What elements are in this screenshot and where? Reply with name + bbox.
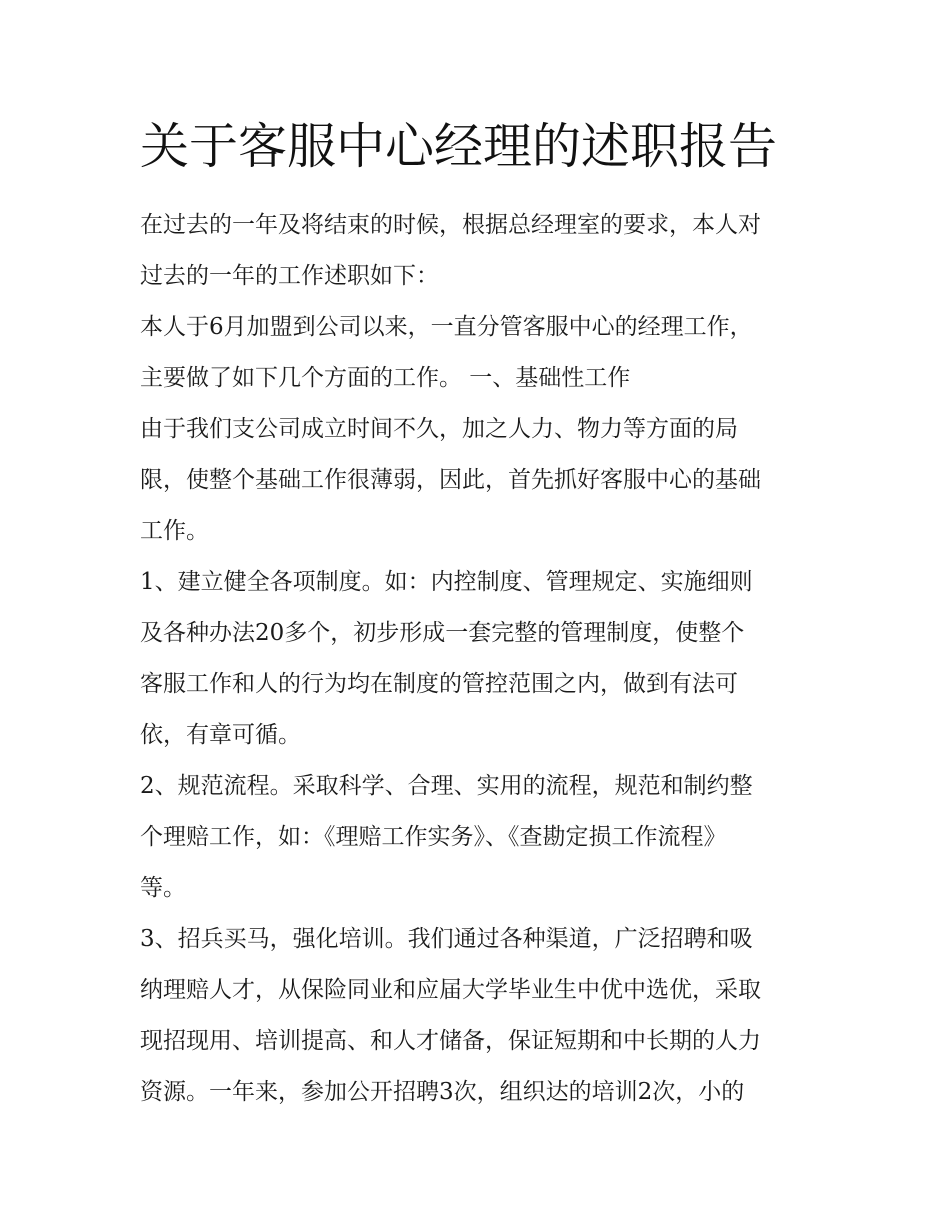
body-line-7: 工作。 xyxy=(140,518,209,544)
document-body xyxy=(140,200,812,1118)
body-line-10: 客服工作和人的行为均在制度的管控范围之内，做到有法可 xyxy=(140,671,738,697)
body-line-4: 主要做了如下几个方面的工作。 一、基础性工作 xyxy=(140,365,631,391)
body-line-12: 2、规范流程。采取科学、合理、实用的流程，规范和制约整 xyxy=(140,773,753,799)
document-title: 关于客服中心经理的述职报告 xyxy=(140,118,778,175)
body-line-9: 及各种办法20多个，初步形成一套完整的管理制度，使整个 xyxy=(140,620,745,646)
body-line-14: 等。 xyxy=(140,875,186,901)
body-line-2: 过去的一年的工作述职如下： xyxy=(140,263,439,289)
body-line-8: 1、建立健全各项制度。如：内控制度、管理规定、实施细则 xyxy=(140,569,753,595)
body-line-3: 本人于6月加盟到公司以来，一直分管客服中心的经理工作， xyxy=(140,314,753,340)
body-line-6: 限，使整个基础工作很薄弱，因此，首先抓好客服中心的基础 xyxy=(140,467,761,493)
body-line-11: 依，有章可循。 xyxy=(140,722,301,748)
body-line-13: 个理赔工作，如：《理赔工作实务》、《查勘定损工作流程》 xyxy=(140,824,727,850)
body-line-18: 资源。一年来，参加公开招聘3次，组织达的培训2次，小的 xyxy=(140,1079,745,1105)
body-line-16: 纳理赔人才，从保险同业和应届大学毕业生中优中选优，采取 xyxy=(140,977,761,1003)
body-line-5: 由于我们支公司成立时间不久，加之人力、物力等方面的局 xyxy=(140,416,738,442)
body-line-1: 在过去的一年及将结束的时候，根据总经理室的要求，本人对 xyxy=(140,212,761,238)
body-line-15: 3、招兵买马，强化培训。我们通过各种渠道，广泛招聘和吸 xyxy=(140,926,753,952)
body-line-17: 现招现用、培训提高、和人才储备，保证短期和中长期的人力 xyxy=(140,1028,761,1054)
